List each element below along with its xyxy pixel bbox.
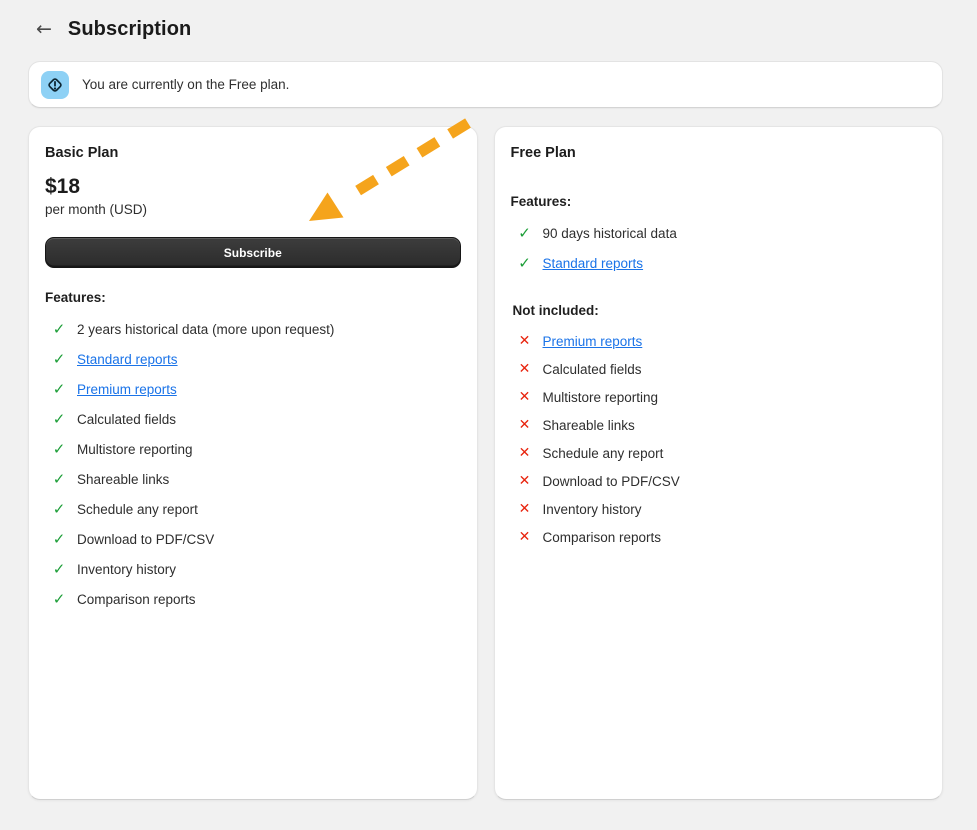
- feature-item: [45, 344, 461, 374]
- feature-text: Comparison reports: [77, 591, 196, 607]
- free-features-list: [511, 218, 927, 278]
- feature-item: [45, 524, 461, 554]
- banner-text: You are currently on the Free plan.: [82, 77, 290, 92]
- x-icon: ✕: [518, 501, 531, 517]
- feature-item: [45, 404, 461, 434]
- feature-text: Calculated fields: [542, 361, 642, 377]
- check-icon: ✓: [52, 559, 66, 578]
- check-icon: ✓: [52, 499, 66, 518]
- not-included-item: [511, 523, 927, 551]
- feature-item: [45, 314, 461, 344]
- not-included-item: [511, 383, 927, 411]
- feature-text: Shareable links: [77, 471, 170, 487]
- x-icon: ✕: [518, 389, 531, 405]
- feature-item: [45, 494, 461, 524]
- back-button[interactable]: [34, 18, 54, 41]
- basic-plan-name: Basic Plan: [45, 145, 119, 161]
- basic-plan-price: $18: [45, 175, 81, 198]
- check-icon: ✓: [52, 439, 66, 458]
- x-icon: ✕: [518, 529, 531, 545]
- free-plan-card: [494, 126, 944, 800]
- check-icon: ✓: [518, 223, 531, 242]
- check-icon: ✓: [52, 319, 66, 338]
- feature-link[interactable]: Standard reports: [542, 255, 644, 271]
- page-title: Subscription: [67, 17, 192, 40]
- not-included-item: [511, 327, 927, 355]
- feature-text: Multistore reporting: [542, 389, 659, 405]
- feature-text: Comparison reports: [542, 529, 662, 545]
- feature-text: Schedule any report: [542, 445, 664, 461]
- not-included-list: [511, 327, 927, 551]
- feature-item: [45, 434, 461, 464]
- plan-cards: [28, 126, 943, 800]
- feature-text: 90 days historical data: [542, 225, 677, 241]
- feature-text: Shareable links: [542, 417, 635, 433]
- feature-item: [45, 554, 461, 584]
- feature-link[interactable]: Premium reports: [77, 381, 177, 397]
- feature-item: [45, 374, 461, 404]
- feature-text: Schedule any report: [77, 501, 198, 517]
- not-included-item: [511, 411, 927, 439]
- info-diamond-icon: [41, 71, 69, 99]
- page-header: [0, 0, 977, 44]
- x-icon: ✕: [518, 417, 531, 433]
- x-icon: ✕: [518, 333, 531, 349]
- check-icon: ✓: [52, 589, 66, 608]
- current-plan-banner: [28, 61, 943, 108]
- feature-text: Download to PDF/CSV: [77, 531, 215, 547]
- feature-text: Multistore reporting: [77, 441, 193, 457]
- feature-link[interactable]: Standard reports: [77, 351, 178, 367]
- feature-text: Inventory history: [542, 501, 642, 517]
- basic-features-list: [45, 314, 461, 614]
- check-icon: ✓: [52, 469, 66, 488]
- feature-text: Download to PDF/CSV: [542, 473, 680, 489]
- feature-text: 2 years historical data (more upon request): [77, 321, 335, 337]
- basic-plan-card: [28, 126, 478, 800]
- check-icon: ✓: [52, 529, 66, 548]
- not-included-item: [511, 467, 927, 495]
- feature-item: [511, 218, 927, 248]
- feature-link[interactable]: Premium reports: [542, 333, 643, 349]
- x-icon: ✕: [518, 361, 531, 377]
- check-icon: ✓: [518, 253, 531, 272]
- feature-item: [511, 248, 927, 278]
- not-included-item: [511, 355, 927, 383]
- subscribe-button[interactable]: Subscribe: [45, 237, 461, 268]
- basic-features-label: Features:: [45, 290, 106, 305]
- feature-item: [45, 584, 461, 614]
- x-icon: ✕: [518, 445, 531, 461]
- check-icon: ✓: [52, 379, 66, 398]
- not-included-item: [511, 439, 927, 467]
- free-plan-name: Free Plan: [510, 145, 576, 161]
- not-included-label: Not included:: [512, 303, 599, 318]
- basic-plan-period: per month (USD): [45, 202, 148, 217]
- check-icon: ✓: [52, 409, 66, 428]
- not-included-item: [511, 495, 927, 523]
- feature-item: [45, 464, 461, 494]
- free-features-label: Features:: [510, 194, 572, 209]
- feature-text: Calculated fields: [77, 411, 177, 427]
- back-arrow-icon: ←: [36, 17, 52, 40]
- check-icon: ✓: [52, 349, 66, 368]
- x-icon: ✕: [518, 473, 531, 489]
- feature-text: Inventory history: [77, 561, 177, 577]
